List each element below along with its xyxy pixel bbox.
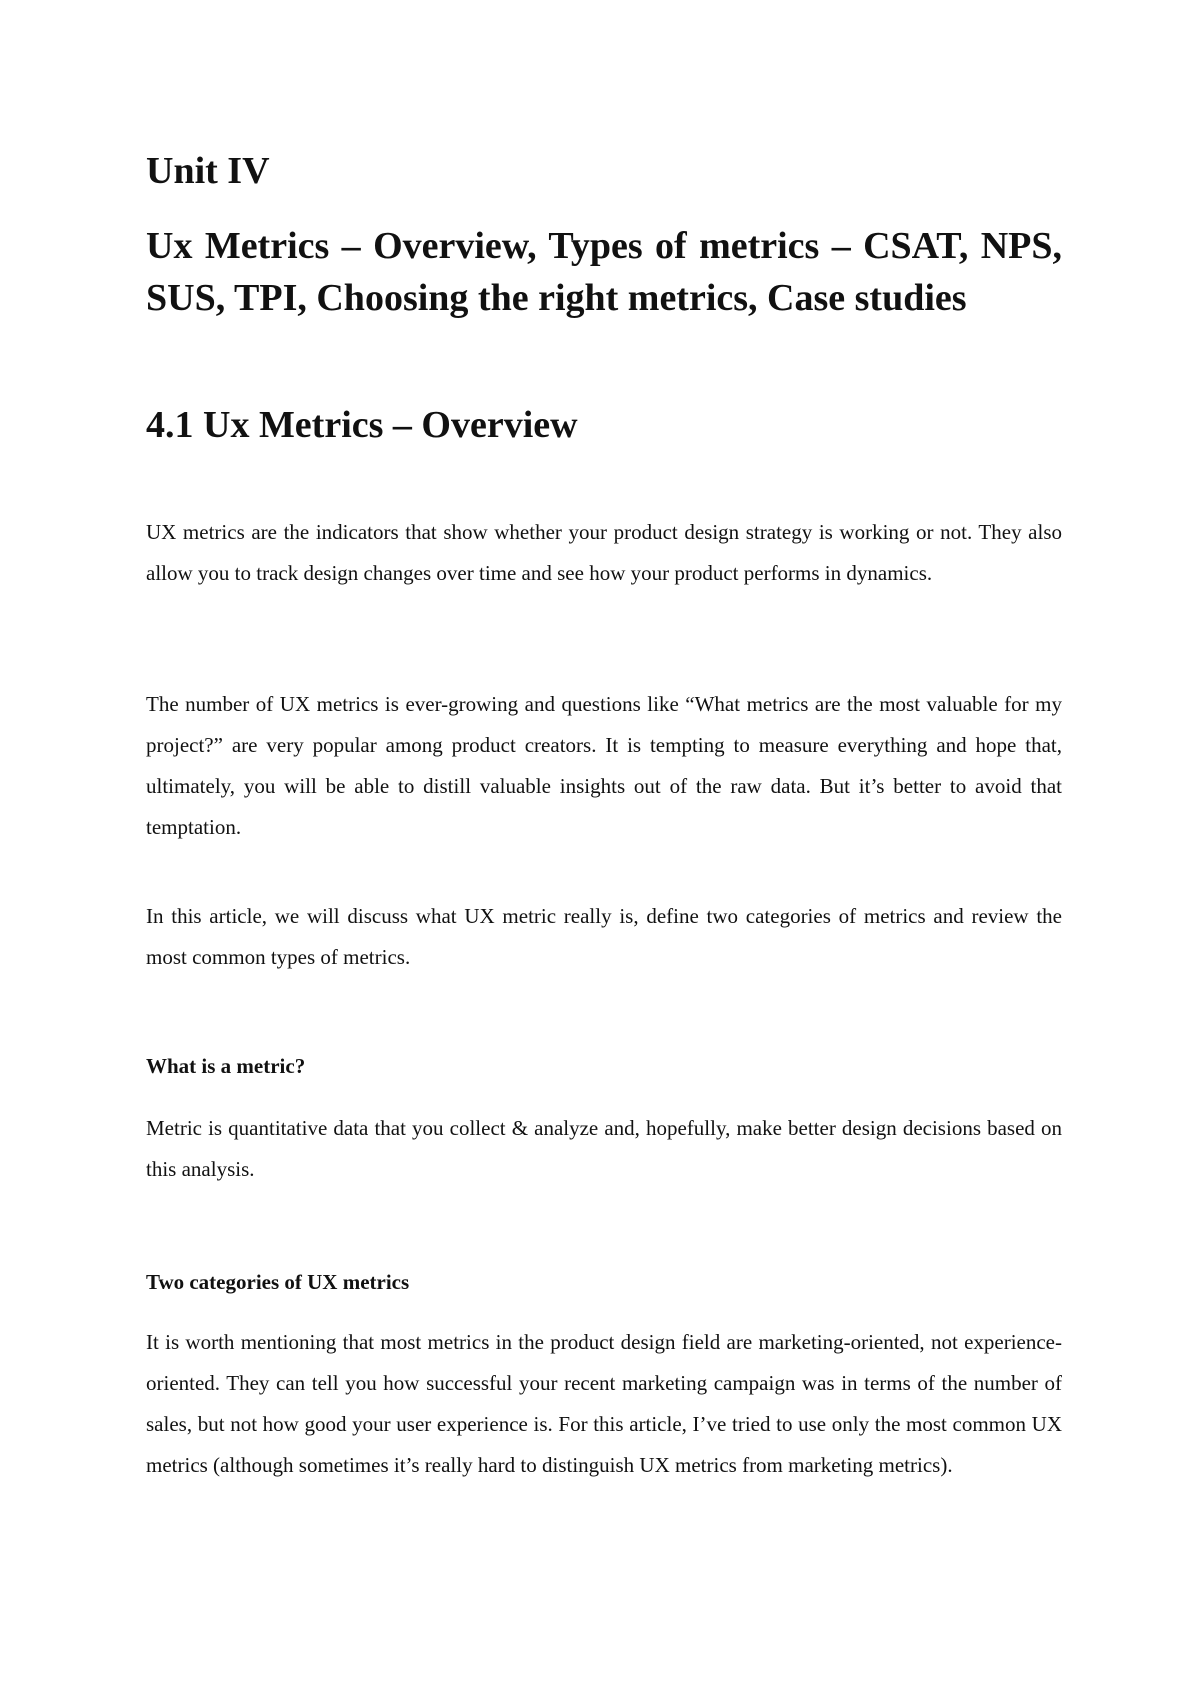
- metric-paragraph: Metric is quantitative data that you collect & analyze and, hopefully, make better design decisions based on this analysis.: [146, 1116, 1062, 1181]
- intro-paragraph: UX metrics are the indicators that show whether your product design strategy is working or not. They also allow you to track design changes over time and see how your product performs in dynamics.: [146, 520, 1062, 585]
- body-paragraph: In this article, we will discuss what UX metric really is, define two categories of metrics and review the most common types of metrics.: [146, 904, 1062, 969]
- section-heading: 4.1 Ux Metrics – Overview: [146, 404, 578, 446]
- body-paragraph: The number of UX metrics is ever-growing and questions like “What metrics are the most valuable for my project?” are very popular among product creators. It is tempting to measure everything and hope that, ultimately, you will be able to distill valuable insights out of the raw data. But it’s better to avoid that temptation.: [146, 692, 1062, 839]
- metric-subheading: What is a metric?: [146, 1054, 306, 1078]
- unit-subtitle: Ux Metrics – Overview, Types of metrics – CSAT, NPS, SUS, TPI, Choosing the right metrics, Case studies: [146, 225, 1062, 319]
- unit-title: Unit IV: [146, 150, 270, 192]
- categories-subheading: Two categories of UX metrics: [146, 1270, 410, 1294]
- categories-paragraph: It is worth mentioning that most metrics in the product design field are marketing-oriented, not experience-oriented. They can tell you how successful your recent marketing campaign was in terms of the number of sales, but not how good your user experience is. For this article, I’ve tried to use only the most common UX metrics (although sometimes it’s really hard to distinguish UX metrics from marketing metrics).: [146, 1330, 1062, 1477]
